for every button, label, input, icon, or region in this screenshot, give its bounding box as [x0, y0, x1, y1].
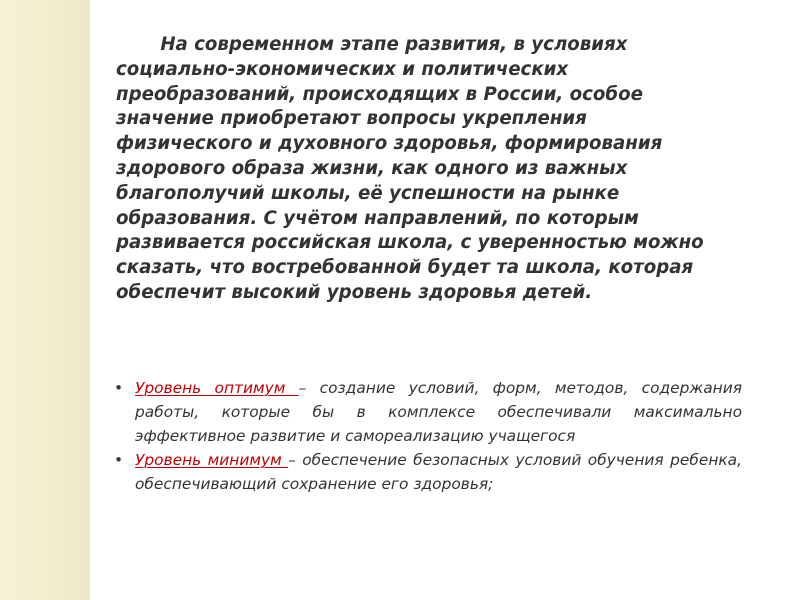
- bullet-text-optimum: – создание условий, форм, методов, содержания работы, которые бы в комплексе обеспечивали максимально эффективное развитие и самореализацию учащегося: [135, 379, 742, 445]
- bullet-marker: •: [114, 451, 124, 469]
- left-decorative-band: [0, 0, 90, 600]
- bullet-item-minimum: [114, 448, 742, 496]
- intro-paragraph: На современном этапе развития, в условиях социально-экономических и политических преобразований, происходящих в России, особое значение приобретают вопросы укрепления физического и духовного здоровья, формирования здорового образа жизни, как одного из важных благополучий школы, её успешности на рынке образования. С учётом направлений, по которым развивается российская школа, с уверенностью можно сказать, что востребованной будет та школа, которая обеспечит высокий уровень здоровья детей.: [116, 34, 704, 303]
- bullet-item-optimum: [114, 376, 742, 448]
- bullet-text-minimum: – обеспечение безопасных условий обучения ребенка, обеспечивающий сохранение его здоровья;: [135, 451, 742, 493]
- bullet-term-minimum: Уровень минимум: [135, 451, 289, 469]
- bullet-term-optimum: Уровень оптимум: [135, 379, 299, 397]
- bullet-marker: •: [114, 379, 124, 397]
- levels-bullet-list: [114, 376, 742, 496]
